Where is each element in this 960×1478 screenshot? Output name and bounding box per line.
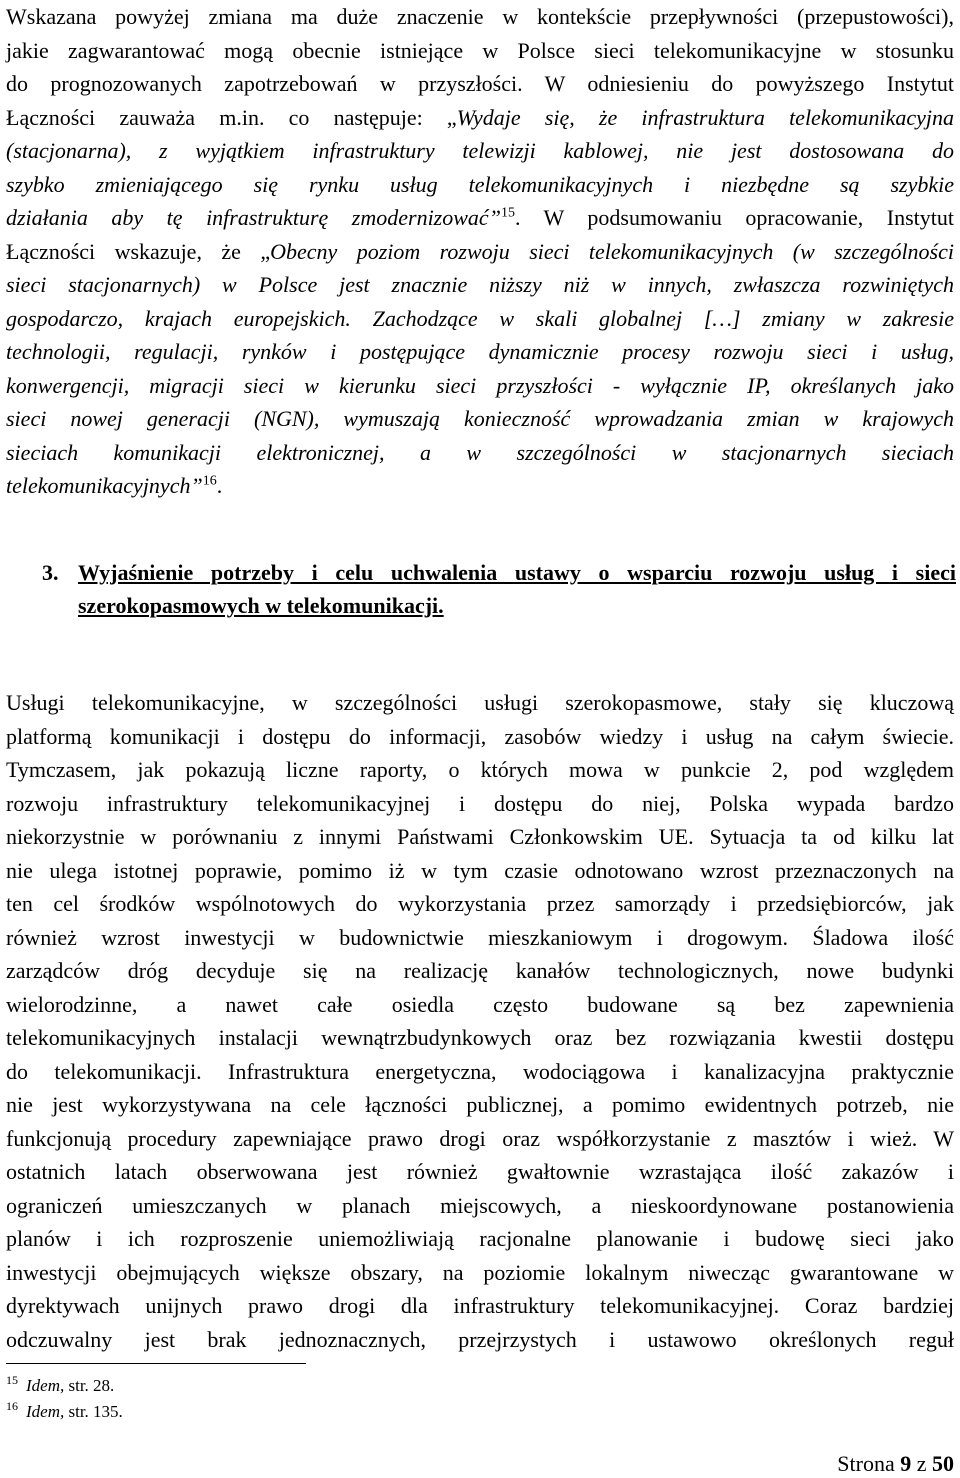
- text-line: do prognozowanych zapotrzebowań w przyszłości. W odniesieniu do powyższego Instytut: [6, 71, 954, 96]
- quote-line: gospodarczo, krajach europejskich. Zachodzące w skali globalnej […] zmiany w zakresie: [6, 305, 954, 331]
- quote-line: sieciach komunikacji elektronicznej, a w szczególności w stacjonarnych sieciach: [6, 439, 954, 465]
- text-line: planów i ich rozproszenie uniemożliwiają racjonalne planowanie i budowę sieci jako: [6, 1226, 954, 1251]
- text-line: działania aby tę infrastrukturę zmodernizować”$^{15}$. W podsumowaniu opracowanie, Instytut: [6, 205, 954, 230]
- text-line: nie ulega istotnej poprawie, pomimo iż w tym czasie odnotowano wzrost przeznaczonych na: [6, 857, 954, 883]
- text-line: Wskazana powyżej zmiana ma duże znaczenie w kontekście przepływności (przepustowości),: [6, 4, 954, 29]
- footnote-separator: [6, 1363, 306, 1364]
- text-line: nie jest wykorzystywana na cele łączności publicznej, a pomimo ewidentnych potrzeb, nie: [6, 1092, 954, 1117]
- page-number: Strona 9 z 50: [837, 1451, 954, 1476]
- quote-line: szybko zmieniającego się rynku usług telekomunikacyjnych i niezbędne są szybkie: [6, 171, 954, 197]
- text-line: rozwoju infrastruktury telekomunikacyjnej i dostępu do niej, Polska wypada bardzo: [6, 790, 954, 816]
- quote-line: technologii, regulacji, rynków i postępujące dynamicznie procesy rozwoju sieci i usług,: [6, 339, 954, 364]
- text-line: inwestycji obejmujących większe obszary, na poziomie lokalnym niwecząc gwarantowane w: [6, 1259, 954, 1285]
- text-line: Usługi telekomunikacyjne, w szczególności usługi szerokopasmowe, stały się kluczową: [6, 690, 954, 715]
- footnote-15: $^{15}$ Idem, str. 28.: [6, 1373, 115, 1395]
- text-line: ostatnich latach obserwowana jest również gwałtownie wzrastająca ilość zakazów i: [6, 1159, 954, 1184]
- quote-line: sieci nowej generacji (NGN), wymuszają konieczność wprowadzania zmian w krajowych: [6, 406, 954, 431]
- quote-text: Wydaje się, że infrastruktura telekomunikacyjna: [456, 104, 954, 130]
- text-line: zarządców dróg decyduje się na realizację kanałów technologicznych, nowe budynki: [6, 958, 954, 983]
- text-line: również wzrost inwestycji w budownictwie mieszkaniowym i drogowym. Śladowa ilość: [6, 924, 954, 950]
- text-line: wielorodzinne, a nawet całe osiedla często budowane są bez zapewnienia: [6, 991, 954, 1017]
- quote-line: konwergencji, migracji sieci w kierunku sieci przyszłości - wyłącznie IP, określanych jako: [6, 372, 954, 398]
- text-line: Łączności zauważa m.in. co następuje: „Wydaje się, że infrastruktura telekomunikacyjna: [6, 104, 954, 130]
- text-line: ten cel środków wspólnotowych do wykorzystania przez samorządy i przedsiębiorców, jak: [6, 891, 954, 916]
- text-line: Łączności wskazuje, że „Obecny poziom rozwoju sieci telekomunikacyjnych (w szczególności: [6, 238, 954, 264]
- footnote-ref: 15: [500, 205, 515, 221]
- quote-text: Obecny poziom rozwoju sieci telekomunikacyjnych (w szczególności: [270, 238, 954, 264]
- text-line: Tymczasem, jak pokazują liczne raporty, o których mowa w punkcie 2, pod względem: [6, 757, 954, 782]
- quote-line: sieci stacjonarnych) w Polsce jest znacznie niższy niż w innych, zwłaszcza rozwiniętych: [6, 272, 954, 297]
- text-line: dyrektywach unijnych prawo drogi dla infrastruktury telekomunikacyjnej. Coraz bardziej: [6, 1293, 954, 1318]
- text-line: odczuwalny jest brak jednoznacznych, przejrzystych i ustawowo określonych reguł: [6, 1326, 954, 1352]
- text-line: ograniczeń umieszczanych w planach miejscowych, a nieskoordynowane postanowienia: [6, 1192, 954, 1218]
- text-line: platformą komunikacji i dostępu do informacji, zasobów wiedzy i usług na całym świecie.: [6, 723, 954, 749]
- footnote-ref: 16: [202, 473, 217, 489]
- quote-line: (stacjonarna), z wyjątkiem infrastruktury telewizji kablowej, nie jest dostosowana do: [6, 138, 954, 163]
- text-line: niekorzystnie w porównaniu z innymi Państwami Członkowskim UE. Sytuacja ta od kilku lat: [6, 824, 954, 849]
- text-line: jakie zagwarantować mogą obecnie istniejące w Polsce sieci telekomunikacyjne w stosunku: [6, 37, 954, 63]
- text-line: do telekomunikacji. Infrastruktura energetyczna, wodociągowa i kanalizacyjna praktycznie: [6, 1058, 954, 1084]
- text-line: telekomunikacyjnych instalacji wewnątrzbudynkowych oraz bez rozwiązania kwestii dostępu: [6, 1025, 954, 1050]
- footnote-16: $^{16}$ Idem, str. 135.: [6, 1399, 123, 1421]
- section-title: Wyjaśnienie potrzeby i celu uchwalenia ustawy o wsparciu rozwoju usług i sieci szerokopasmowych w telekomunikacji.: [78, 560, 956, 618]
- text-line: funkcjonują procedury zapewniające prawo drogi oraz współkorzystanie z masztów i wież. W: [6, 1125, 954, 1151]
- section-number: 3.: [42, 560, 59, 585]
- text-line: telekomunikacyjnych”$^{16}$.: [6, 473, 223, 498]
